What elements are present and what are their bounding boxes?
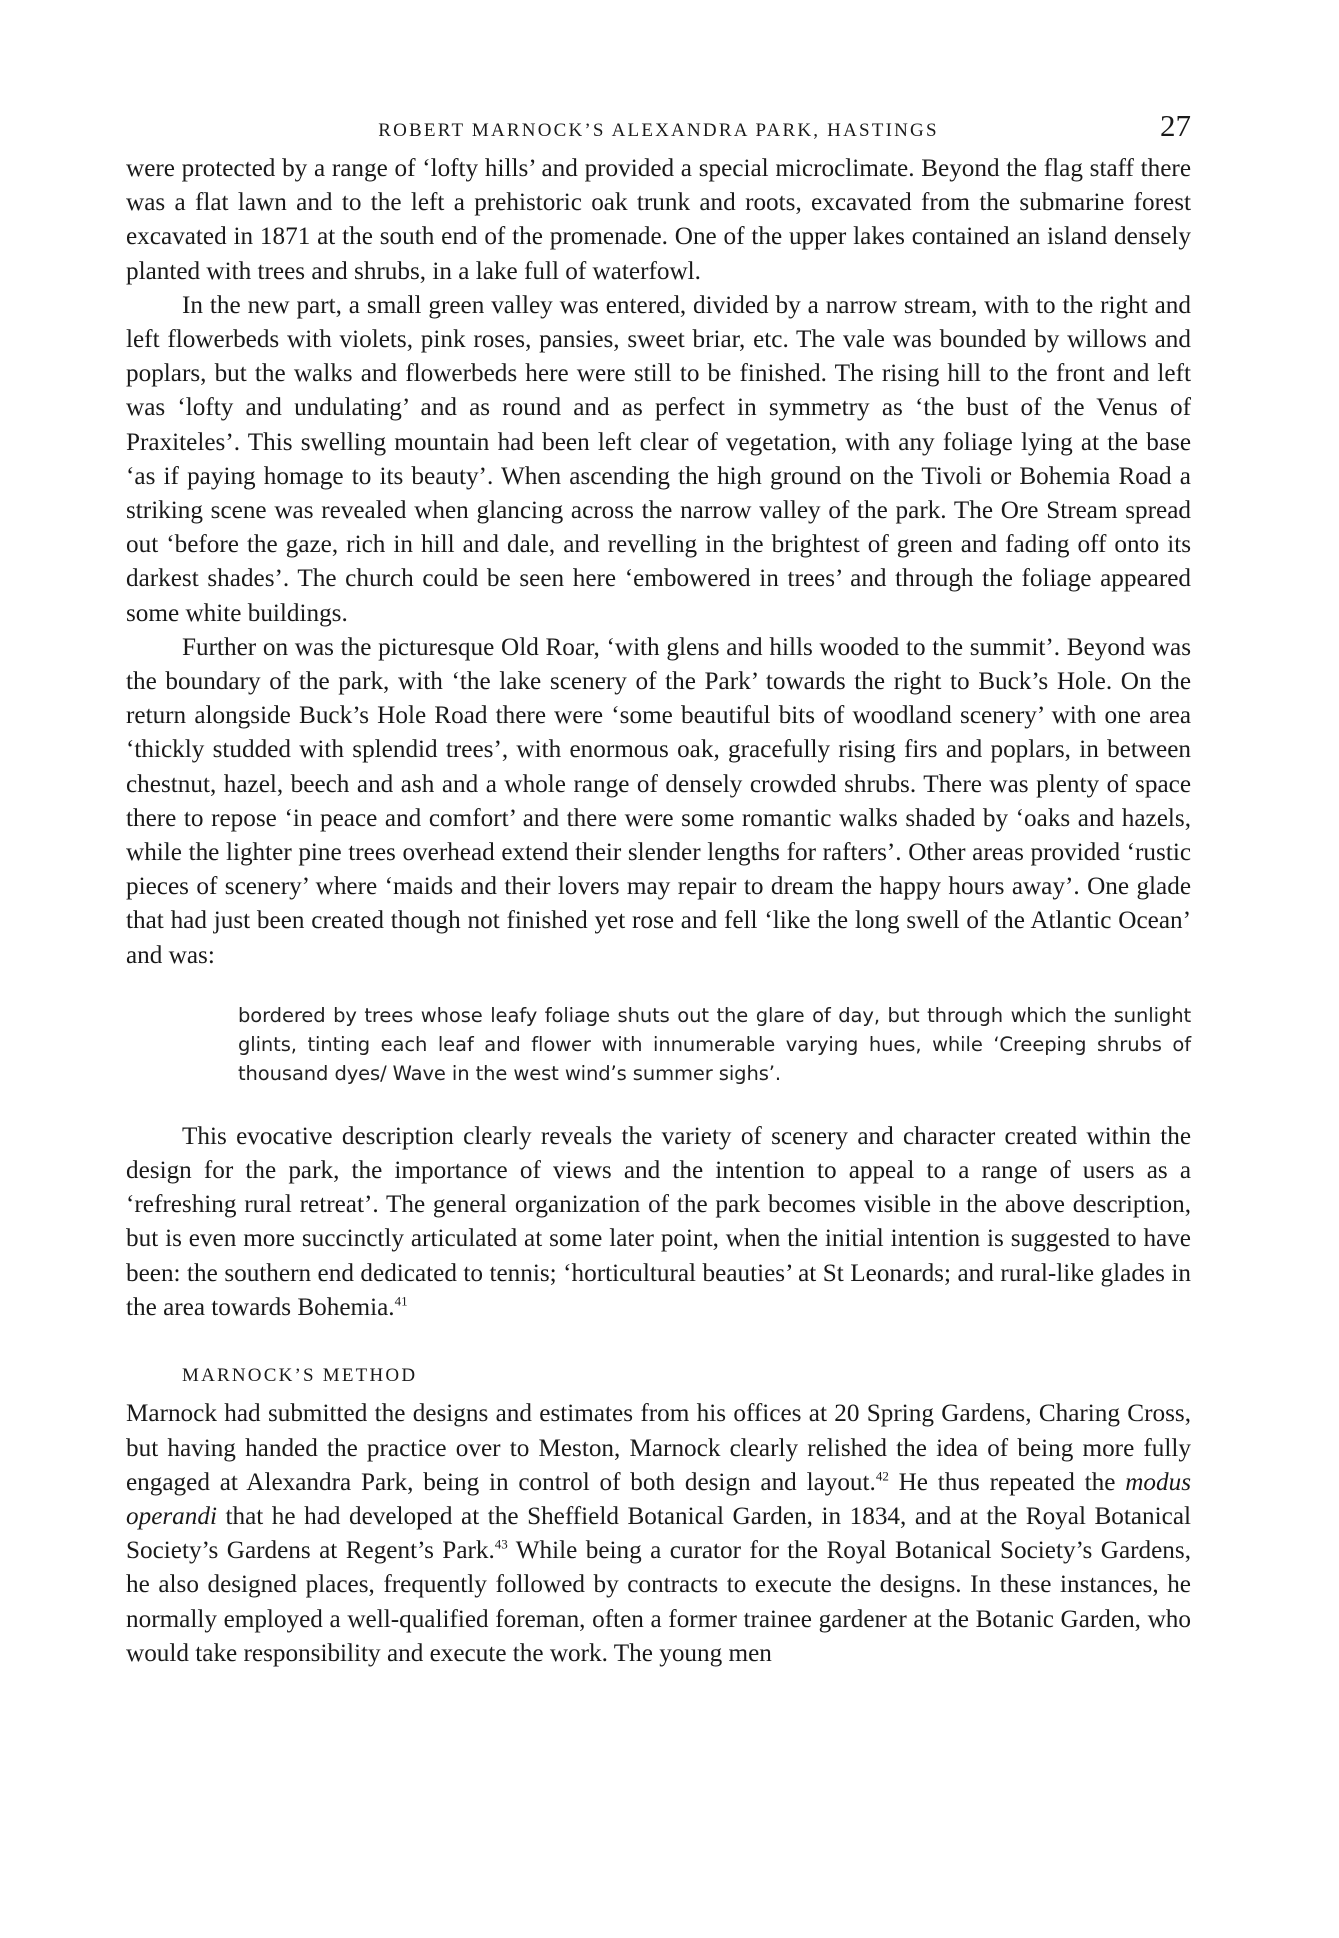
- paragraph-4-text: This evocative description clearly reveals the variety of scenery and character created within the design for the park, the importance of views and the intention to appeal to a range of users as a ‘refreshing rural retreat’. The general organization of the park becomes visible in the above description, but is even more succinctly articulated at some later point, when the initial intention is suggested to have been: the southern end dedicated to tennis; ‘horticultural beauties’ at St Leonards; and rural-like glades in the area towards Bohemia.: [126, 1122, 1191, 1321]
- paragraph-3: Further on was the picturesque Old Roar, ‘with glens and hills wooded to the summit’. Beyond was the boundary of the park, with ‘the lake scenery of the Park’ towards the right to Buck’s Hole. On the return alongside Buck’s Hole Road there were ‘some beautiful bits of woodland scenery’ with one area ‘thickly studded with splendid trees’, with enormous oak, gracefully rising firs and poplars, in between chestnut, hazel, beech and ash and a whole range of densely crowded shrubs. There was plenty of space there to repose ‘in peace and comfort’ and there were some romantic walks shaded by ‘oaks and hazels, while the lighter pine trees overhead extend their slender lengths for rafters’. Other areas provided ‘rustic pieces of scenery’ where ‘maids and their lovers may repair to dream the happy hours away’. One glade that had just been created though not finished yet rose and fell ‘like the long swell of the Atlantic Ocean’ and was:: [126, 633, 1191, 969]
- running-title: ROBERT MARNOCK’S ALEXANDRA PARK, HASTINGS: [378, 120, 939, 141]
- footnote-ref-43[interactable]: 43: [494, 1536, 508, 1552]
- page-number: 27: [1160, 108, 1191, 143]
- paragraph-5: [126, 1397, 1191, 1671]
- section-heading: MARNOCK’S METHOD: [182, 1365, 418, 1387]
- paragraph-5-emphasis: modus operandi: [126, 1468, 1191, 1530]
- running-head: [126, 108, 1191, 152]
- paragraph-5-text-b: He thus repeated the: [888, 1468, 1126, 1496]
- footnote-ref-41[interactable]: 41: [394, 1293, 408, 1309]
- paragraph-5-text-d: While being a curator for the Royal Botanical Society’s Gardens, he also designed places, frequently followed by contracts to execute the designs. In these instances, he normally employed a well-qualified foreman, often a former trainee gardener at the Botanic Garden, who would take responsibility and execute the work. The young men: [126, 1537, 1191, 1667]
- paragraph-1: were protected by a range of ‘lofty hills’ and provided a special microclimate. Beyond the flag staff there was a flat lawn and to the left a prehistoric oak trunk and roots, excavated from the submarine forest excavated in 1871 at the south end of the promenade. One of the upper lakes contained an island densely planted with trees and shrubs, in a lake full of waterfowl.: [126, 155, 1191, 285]
- block-quote: bordered by trees whose leafy foliage shuts out the glare of day, but through which the sunlight glints, tinting each leaf and flower with innumerable varying hues, while ‘Creeping shrubs of thousand dyes/ Wave in the west wind’s summer sighs’.: [238, 1003, 1191, 1085]
- body-text: [126, 152, 1191, 1671]
- paragraph-4: [126, 1120, 1191, 1325]
- paragraph-2: In the new part, a small green valley was entered, divided by a narrow stream, with to the right and left flowerbeds with violets, pink roses, pansies, sweet briar, etc. The vale was bounded by willows and poplars, but the walks and flowerbeds here were still to be finished. The rising hill to the front and left was ‘lofty and undulating’ and as round and as perfect in symmetry as ‘the bust of the Venus of Praxiteles’. This swelling mountain had been left clear of vegetation, with any foliage lying at the base ‘as if paying homage to its beauty’. When ascending the high ground on the Tivoli or Bohemia Road a striking scene was revealed when glancing across the narrow valley of the park. The Ore Stream spread out ‘before the gaze, rich in hill and dale, and revelling in the brightest of green and fading off onto its darkest shades’. The church could be seen here ‘embowered in trees’ and through the foliage appeared some white buildings.: [126, 291, 1191, 627]
- paragraph-5-text-a: Marnock had submitted the designs and estimates from his offices at 20 Spring Gardens, Charing Cross, but having handed the practice over to Meston, Marnock clearly relished the idea of being more fully engaged at Alexandra Park, being in control of both design and layout.: [126, 1400, 1191, 1496]
- paragraph-5-text-c: that he had developed at the Sheffield Botanical Garden, in 1834, and at the Royal Botanical Society’s Gardens at Regent’s Park.: [126, 1502, 1191, 1565]
- footnote-ref-42[interactable]: 42: [875, 1468, 889, 1484]
- book-page: [126, 108, 1191, 1671]
